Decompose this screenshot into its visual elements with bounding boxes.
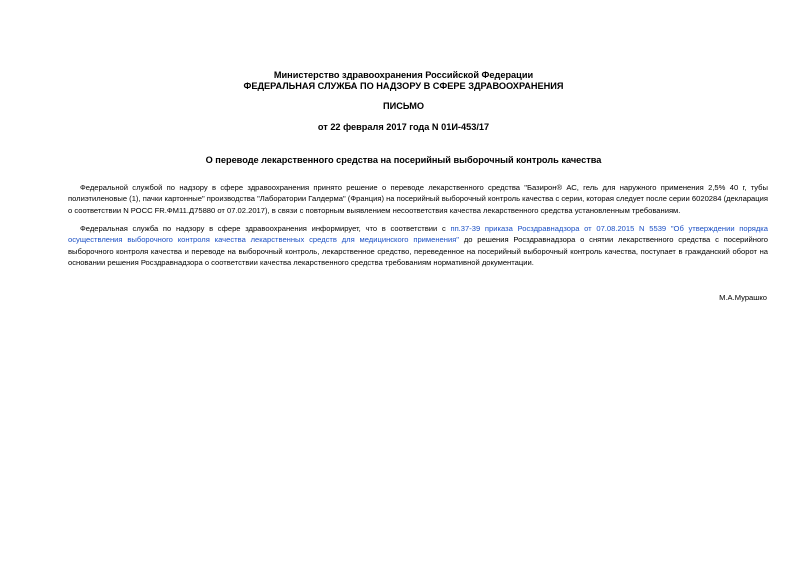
service-name: ФЕДЕРАЛЬНАЯ СЛУЖБА ПО НАДЗОРУ В СФЕРЕ ЗДРАВООХРАНЕНИЯ [243,81,564,91]
paragraph-decision-text: Федеральной службой по надзору в сфере здравоохранения принято решение о переводе лекарственного средства "Базирон® АС, гель для наружного применения 2,5% 40 г, тубы полиэтиленовые (1), пачки картонные" производства "Лаборатории Галдерма" (Франция) на посерийный выборочный контроль качества с серии, которая следует после серии 6020284 (декларация о соответствии N РОСС FR.ФМ11.Д75880 от 07.02.2017), в связи с повторным выявлением несоответствия качества лекарственного средства установленным требованиям. [68,183,768,215]
signature: М.А.Мурашко [719,293,767,302]
document-date-number: от 22 февраля 2017 года N 01И-453/17 [317,122,490,132]
ministry-name: Министерство здравоохранения Российской Федерации [273,70,534,80]
paragraph-information [68,223,768,269]
paragraph-information-end: до решения Росздравнадзора о снятии лекарственного средства с посерийного выборочного контроля качества и переводе на выборочный контроль, лекарственное средство, переведенное на посерийный выборочный контроль качества, поступает в гражданский оборот на основании решения Росздравнадзора о соответствии качества лекарственного средства требованиям нормативной документации. [68,235,768,268]
document-subject: О переводе лекарственного средства на посерийный выборочный контроль качества [205,155,602,165]
paragraph-decision [68,182,768,216]
document-type: ПИСЬМО [382,101,425,111]
paragraph-information-start: Федеральная служба по надзору в сфере здравоохранения информирует, что в соответствии с [80,224,451,233]
order-5539-link[interactable]: пп.37-39 приказа Росздравнадзора от 07.08.2015 N 5539 "Об утверждении порядка осуществления выборочного контроля качества лекарственных средств для медицинского применения" [68,224,769,245]
